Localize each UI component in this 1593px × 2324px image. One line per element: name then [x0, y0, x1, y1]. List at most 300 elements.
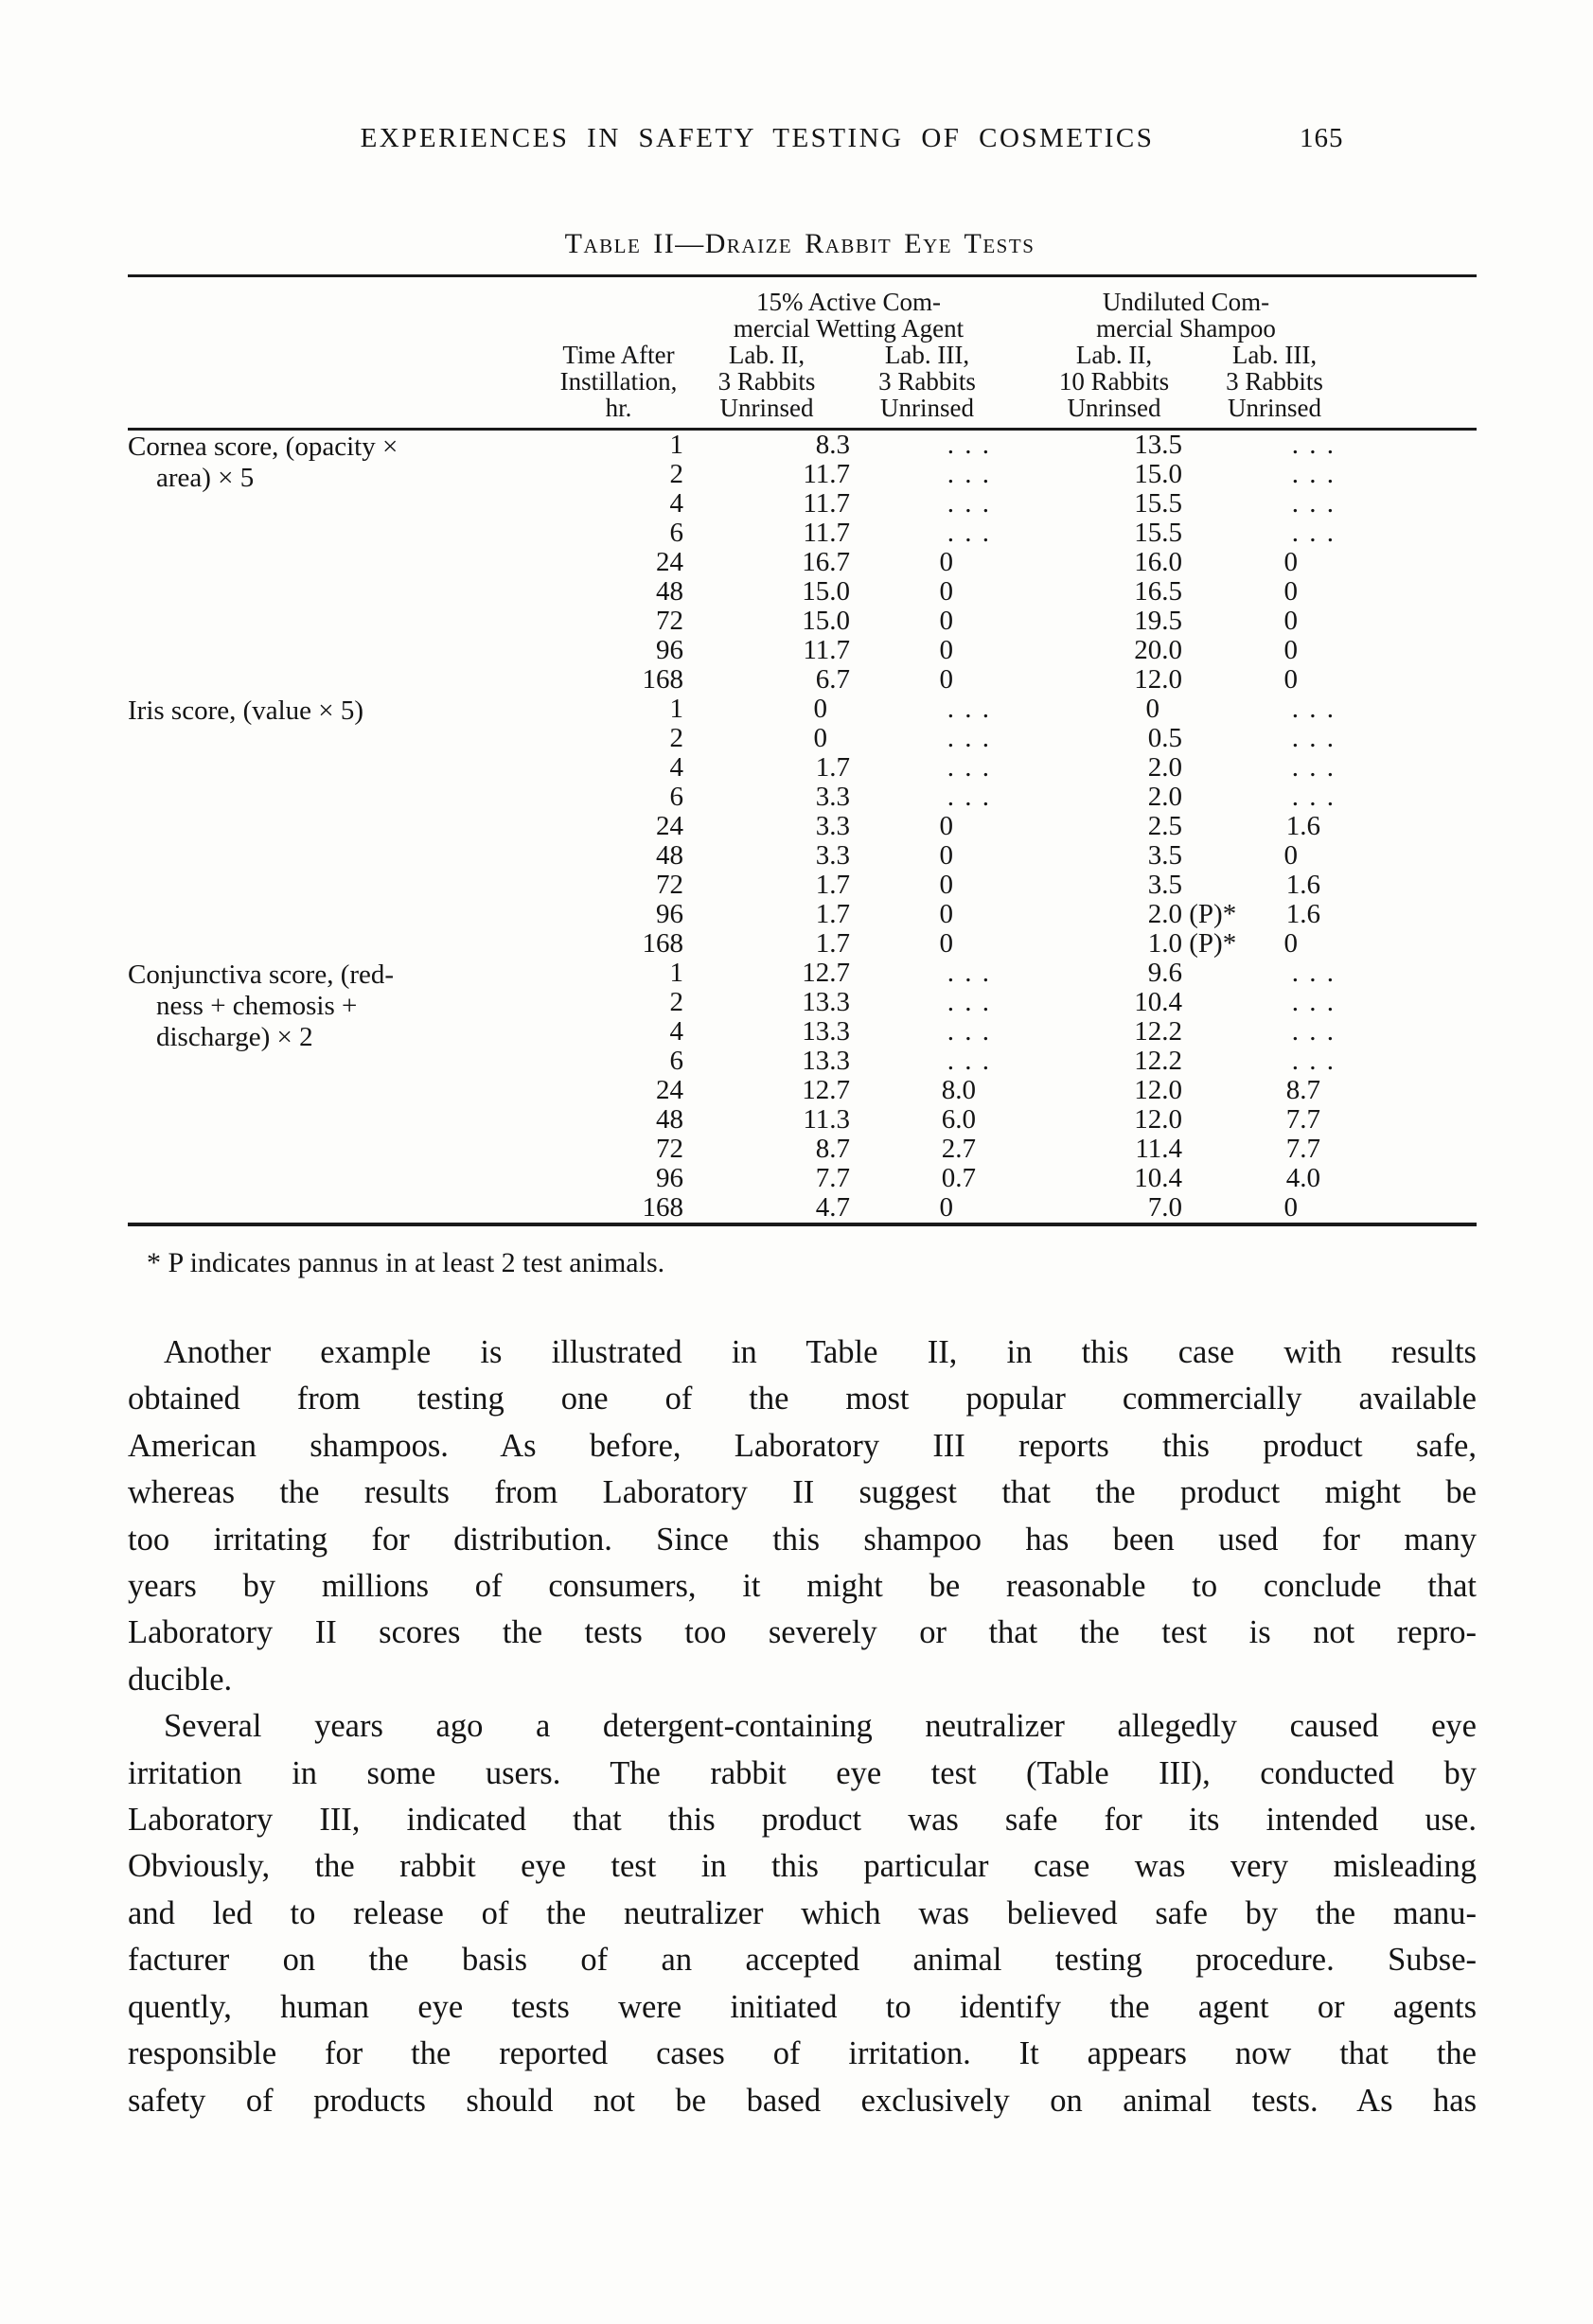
table-cell — [976, 724, 1186, 753]
column-header-line: 10 Rabbits — [1058, 367, 1170, 396]
column-header-line: mercial Wetting Agent — [733, 314, 965, 343]
cell-value: 1 — [669, 430, 683, 460]
table-cell — [850, 548, 976, 577]
cell-value: 12.0 — [1134, 664, 1183, 695]
table-title: Table II—Draize Rabbit Eye Tests — [564, 228, 1035, 259]
cell-value: 0 — [939, 840, 954, 871]
table-cell — [850, 430, 992, 461]
cell-time — [535, 1105, 683, 1135]
text-line: facturer on the basis of an accepted animal testing procedure. Subse- — [128, 1942, 1477, 1979]
table-cell — [1186, 1193, 1477, 1224]
table-cell — [683, 695, 850, 724]
table-cell — [683, 753, 850, 783]
cell-value: 12.0 — [1134, 1104, 1183, 1135]
text-line: American shampoos. As before, Laboratory III reports this product safe, — [128, 1427, 1477, 1464]
cell-value: 11.3 — [803, 1104, 850, 1135]
column-header-line: Instillation, — [559, 367, 678, 396]
cell-value: 0 — [939, 899, 954, 929]
table-cell — [683, 1105, 850, 1135]
cell-value: 9.6 — [1147, 958, 1183, 988]
cell-time — [535, 1193, 683, 1224]
cell-value: 0 — [1283, 547, 1299, 577]
table-cell — [976, 577, 1186, 607]
row-label-line: Cornea score, (opacity × — [128, 431, 398, 462]
table-cell — [850, 1076, 976, 1105]
table-cell — [850, 636, 976, 665]
table-cell — [850, 577, 976, 607]
cell-value: 0 — [939, 606, 954, 636]
ellipsis-value: . . . — [947, 752, 992, 783]
cell-value: 6.7 — [815, 664, 850, 695]
column-header-time — [535, 342, 683, 430]
cell-value: 2 — [669, 987, 683, 1017]
column-header-line: Unrinsed — [1067, 394, 1161, 422]
row-label-line: Conjunctiva score, (red- — [128, 960, 395, 990]
table-wrap — [128, 274, 1477, 1279]
table-cell — [683, 841, 850, 871]
cell-value: 0 — [1145, 694, 1160, 724]
table-cell — [850, 900, 976, 929]
table-cell — [976, 841, 1186, 871]
header-spacer — [535, 276, 683, 343]
cell-value: 24 — [656, 811, 683, 841]
cell-value: 96 — [656, 1163, 683, 1193]
cell-time — [535, 519, 683, 548]
cell-time — [535, 636, 683, 665]
row-label — [128, 695, 535, 959]
cell-value: 0 — [939, 635, 954, 665]
text-line: irritation in some users. The rabbit eye test (Table III), conducted by — [128, 1754, 1477, 1791]
column-header-line: Lab. III, — [884, 341, 970, 369]
cell-time — [535, 548, 683, 577]
ellipsis-value: . . . — [1291, 694, 1336, 724]
table-cell — [850, 871, 976, 900]
ellipsis-value: . . . — [1291, 752, 1336, 783]
header-spacer — [128, 276, 535, 343]
table-cell — [1186, 489, 1477, 519]
table-body — [128, 430, 1477, 1225]
cell-value: 11.7 — [803, 459, 850, 489]
cell-value: 15.0 — [802, 576, 850, 607]
ellipsis-value: . . . — [947, 518, 992, 548]
cell-value: 0 — [1283, 928, 1299, 959]
table-cell — [850, 987, 992, 1017]
table-cell — [850, 488, 992, 519]
table-cell — [1186, 636, 1477, 665]
table-cell — [683, 519, 850, 548]
cell-value: 10.4 — [1134, 1163, 1183, 1193]
table-cell — [1186, 783, 1477, 812]
table-cell — [850, 607, 976, 636]
table-cell — [976, 988, 1186, 1017]
cell-value: 7.7 — [815, 1163, 850, 1193]
cell-value: 1.7 — [815, 899, 850, 929]
table-cell — [850, 459, 992, 489]
column-header-line: Lab. II, — [728, 341, 805, 369]
cell-time — [535, 812, 683, 841]
table-cell — [1186, 1135, 1477, 1164]
column-header-line: mercial Shampoo — [1096, 314, 1276, 343]
cell-value: 168 — [642, 928, 683, 959]
cell-value: 48 — [656, 576, 683, 607]
cell-value: 4 — [669, 752, 683, 783]
table-cell — [1186, 460, 1477, 489]
table-cell — [683, 577, 850, 607]
cell-time — [535, 900, 683, 929]
column-header-lab — [1186, 342, 1477, 430]
cell-value: 0 — [939, 547, 954, 577]
cell-value: 3.5 — [1147, 840, 1183, 871]
cell-time — [535, 988, 683, 1017]
column-header-line: Lab. II, — [1075, 341, 1153, 369]
table-cell: 2.0 (P)* — [1147, 899, 1237, 929]
cell-value: 10.4 — [1134, 987, 1183, 1017]
cell-value: 1.7 — [815, 752, 850, 783]
cell-time — [535, 1076, 683, 1105]
column-header-line: Undiluted Com- — [1102, 288, 1270, 316]
table-cell — [850, 1046, 992, 1076]
cell-value: 3.3 — [815, 811, 850, 841]
page-number: 165 — [1300, 123, 1344, 153]
column-header-line: 3 Rabbits — [878, 367, 976, 396]
cell-value: 3.5 — [1147, 870, 1183, 900]
table-cell — [976, 519, 1186, 548]
cell-value: 72 — [656, 870, 683, 900]
table-cell — [976, 430, 1186, 461]
column-header-lab — [683, 342, 850, 430]
ellipsis-value: . . . — [947, 723, 992, 753]
cell-value: 15.5 — [1134, 518, 1183, 548]
table-cell — [850, 694, 992, 724]
table-cell — [1186, 607, 1477, 636]
ellipsis-value: . . . — [947, 694, 992, 724]
row-label — [128, 959, 535, 1224]
cell-value: 12.0 — [1134, 1075, 1183, 1105]
text-line: ducible. — [128, 1661, 233, 1698]
table-cell — [850, 518, 992, 548]
cell-value: 3.3 — [815, 840, 850, 871]
cell-value: 0 — [939, 870, 954, 900]
cell-value: 168 — [642, 1192, 683, 1223]
cell-value: 24 — [656, 547, 683, 577]
cell-time — [535, 1047, 683, 1076]
cell-time — [535, 871, 683, 900]
table-cell — [976, 753, 1186, 783]
table-cell — [850, 929, 976, 959]
table-cell — [683, 812, 850, 841]
text-line: Another example is illustrated in Table II, in this case with results — [164, 1334, 1477, 1370]
cell-time — [535, 753, 683, 783]
cell-time — [535, 929, 683, 959]
column-header-line: hr. — [605, 394, 632, 422]
cell-value: 0 — [1283, 1192, 1299, 1223]
cell-value: 0 — [939, 664, 954, 695]
table-cell — [1186, 1047, 1477, 1076]
table-cell — [1186, 695, 1477, 724]
cell-value: 0 — [1283, 576, 1299, 607]
ellipsis-value: . . . — [1291, 1046, 1336, 1076]
column-header-line: 15% Active Com- — [756, 288, 941, 316]
cell-time — [535, 695, 683, 724]
ellipsis-value: . . . — [1291, 958, 1336, 988]
ellipsis-value: . . . — [1291, 488, 1336, 519]
cell-value: 13.3 — [802, 987, 850, 1017]
table-cell — [976, 959, 1186, 988]
cell-time — [535, 577, 683, 607]
table-cell — [683, 430, 850, 461]
table-cell — [683, 959, 850, 988]
ellipsis-value: . . . — [947, 488, 992, 519]
table-cell — [976, 871, 1186, 900]
ellipsis-value: . . . — [947, 1016, 992, 1047]
cell-value: 11.7 — [803, 488, 850, 519]
table-cell — [1186, 988, 1477, 1017]
cell-value: 0 — [939, 928, 954, 959]
table-cell — [683, 1017, 850, 1047]
table-cell — [850, 1135, 976, 1164]
cell-time — [535, 489, 683, 519]
row-label-line: discharge) × 2 — [156, 1022, 313, 1052]
cell-time — [535, 1017, 683, 1047]
table-cell — [976, 489, 1186, 519]
table-cell — [683, 665, 850, 695]
cell-value: 12.7 — [802, 958, 850, 988]
table-cell — [850, 1164, 976, 1193]
table-cell — [683, 1047, 850, 1076]
table-cell — [683, 1193, 850, 1224]
cell-value: 0 — [813, 723, 827, 753]
cell-value: 48 — [656, 1104, 683, 1135]
table-cell — [1186, 665, 1477, 695]
header-spacer — [128, 342, 535, 430]
cell-value: 2.0 — [1147, 752, 1183, 783]
row-label-line: Iris score, (value × 5) — [128, 695, 364, 726]
cell-value: 8.7 — [815, 1134, 850, 1164]
table-cell — [976, 548, 1186, 577]
cell-value: 4 — [669, 1016, 683, 1047]
table-cell — [683, 988, 850, 1017]
table-cell — [850, 665, 976, 695]
text-line: years by millions of consumers, it might be reasonable to conclude that — [128, 1568, 1477, 1605]
table-cell — [850, 1193, 976, 1224]
cell-time — [535, 1164, 683, 1193]
text-line: Laboratory III, indicated that this product was safe for its intended use. — [128, 1802, 1477, 1839]
cell-value: 0 — [939, 811, 954, 841]
column-header-lab — [850, 342, 976, 430]
table-cell — [1186, 841, 1477, 871]
cell-value: 0 — [939, 1192, 954, 1223]
cell-value: 15.0 — [1134, 459, 1183, 489]
ellipsis-value: . . . — [947, 987, 992, 1017]
ellipsis-value: . . . — [1291, 723, 1336, 753]
cell-value: 72 — [656, 606, 683, 636]
cell-time — [535, 460, 683, 489]
body-text — [128, 1329, 1477, 2124]
table-cell — [850, 841, 976, 871]
column-header-lab — [976, 342, 1186, 430]
ellipsis-value: . . . — [1291, 459, 1336, 489]
cell-value: 6 — [669, 782, 683, 812]
cell-value: 8.3 — [815, 430, 850, 460]
column-header-line: Time After — [562, 341, 675, 369]
table-cell — [1186, 1105, 1477, 1135]
cell-time — [535, 724, 683, 753]
table-cell — [976, 607, 1186, 636]
cell-value: 6.0 — [941, 1104, 977, 1135]
ellipsis-value: . . . — [1291, 518, 1336, 548]
cell-value: 1.6 — [1285, 811, 1321, 841]
cell-value: 19.5 — [1134, 606, 1183, 636]
ellipsis-value: . . . — [947, 782, 992, 812]
cell-value: 1.0 — [1147, 928, 1183, 959]
table-footnote: * P indicates pannus in at least 2 test animals. — [147, 1247, 665, 1278]
table-cell — [683, 724, 850, 753]
cell-value: 12.7 — [802, 1075, 850, 1105]
cell-value: 0 — [1283, 664, 1299, 695]
cell-value: 2.7 — [941, 1134, 977, 1164]
table-cell — [976, 1105, 1186, 1135]
table-cell — [1186, 519, 1477, 548]
header-group-row — [128, 276, 1477, 343]
cell-value: 1 — [669, 958, 683, 988]
table-cell — [850, 1016, 992, 1047]
cell-value: 0 — [1283, 635, 1299, 665]
cell-value: 0 — [1283, 840, 1299, 871]
table-cell — [683, 548, 850, 577]
cell-value: 15.0 — [802, 606, 850, 636]
table-cell — [976, 636, 1186, 665]
table-header — [128, 276, 1477, 430]
table-cell — [683, 1076, 850, 1105]
ellipsis-value: . . . — [947, 430, 992, 460]
cell-value: 96 — [656, 899, 683, 929]
ellipsis-value: . . . — [1291, 987, 1336, 1017]
cell-value: 96 — [656, 635, 683, 665]
cell-value: 2.5 — [1147, 811, 1183, 841]
table-cell — [976, 1164, 1186, 1193]
cell-value: 48 — [656, 840, 683, 871]
group-header-wetting-agent — [683, 276, 976, 343]
cell-value: 11.7 — [803, 635, 850, 665]
text-line: Obviously, the rabbit eye test in this particular case was very misleading — [128, 1848, 1477, 1885]
cell-value: 1.7 — [815, 870, 850, 900]
row-label — [128, 430, 535, 695]
row-label-line: area) × 5 — [156, 463, 255, 493]
table-cell — [976, 460, 1186, 489]
cell-value: 24 — [656, 1075, 683, 1105]
column-header-line: Lab. III, — [1231, 341, 1318, 369]
ellipsis-value: . . . — [1291, 782, 1336, 812]
column-header-line: Unrinsed — [880, 394, 974, 422]
table-cell — [1186, 753, 1477, 783]
cell-value: 12.2 — [1134, 1016, 1183, 1047]
cell-value: 0 — [939, 576, 954, 607]
cell-value: 0.5 — [1147, 723, 1183, 753]
cell-value: 6 — [669, 518, 683, 548]
cell-value: 2.0 — [1147, 782, 1183, 812]
table-cell — [1186, 1076, 1477, 1105]
table-cell — [976, 695, 1186, 724]
text-line: safety of products should not be based exclusively on animal tests. As has — [128, 2082, 1477, 2119]
text-line: quently, human eye tests were initiated to identify the agent or agents — [128, 1988, 1477, 2025]
table-cell — [1186, 1164, 1477, 1193]
table-row — [128, 695, 1477, 724]
table-row — [128, 959, 1477, 988]
cell-time — [535, 783, 683, 812]
cell-value: 4.0 — [1285, 1163, 1321, 1193]
cell-value: 2.0 — [1147, 899, 1183, 929]
text-line: Laboratory II scores the tests too severely or that the test is not repro- — [128, 1614, 1477, 1651]
table-cell — [683, 1164, 850, 1193]
cell-value: 13.3 — [802, 1016, 850, 1047]
table-cell — [976, 665, 1186, 695]
table-cell — [976, 1135, 1186, 1164]
draize-rabbit-eye-table — [128, 274, 1477, 1226]
text-line: and led to release of the neutralizer which was believed safe by the manu- — [128, 1894, 1477, 1931]
cell-value: 7.7 — [1285, 1104, 1321, 1135]
table-cell — [850, 1105, 976, 1135]
table-cell — [683, 636, 850, 665]
cell-value: 16.7 — [802, 547, 850, 577]
cell-value: 3.3 — [815, 782, 850, 812]
cell-time — [535, 959, 683, 988]
table-cell — [1186, 812, 1477, 841]
cell-value: 8.0 — [941, 1075, 977, 1105]
cell-time — [535, 665, 683, 695]
table-cell — [683, 607, 850, 636]
table-cell — [850, 752, 992, 783]
row-label-line: ness + chemosis + — [156, 991, 358, 1021]
group-header-shampoo — [976, 276, 1477, 343]
table-cell: 1.0 (P)* — [1147, 928, 1237, 959]
table-cell — [976, 783, 1186, 812]
table-cell — [683, 1135, 850, 1164]
table-cell — [1186, 724, 1477, 753]
table-cell — [1186, 959, 1477, 988]
column-header-line: Unrinsed — [719, 394, 814, 422]
cell-value: 11.7 — [803, 518, 850, 548]
table-cell — [976, 1076, 1186, 1105]
cell-value: 2 — [669, 723, 683, 753]
cell-value: 7.0 — [1147, 1192, 1183, 1223]
column-header-line: 3 Rabbits — [1226, 367, 1323, 396]
cell-value: 6 — [669, 1046, 683, 1076]
table-cell — [1186, 548, 1477, 577]
cell-value: 7.7 — [1285, 1134, 1321, 1164]
ellipsis-value: . . . — [1291, 1016, 1336, 1047]
cell-value: 0.7 — [941, 1163, 977, 1193]
cell-value: 4 — [669, 488, 683, 519]
table-cell — [683, 489, 850, 519]
cell-value: 168 — [642, 664, 683, 695]
cell-value: 15.5 — [1134, 488, 1183, 519]
text-line: Several years ago a detergent-containing neutralizer allegedly caused eye — [164, 1708, 1477, 1745]
running-head: EXPERIENCES IN SAFETY TESTING OF COSMETICS — [360, 123, 1155, 153]
table-cell — [850, 782, 992, 812]
cell-value: 13.3 — [802, 1046, 850, 1076]
cell-value: 16.5 — [1134, 576, 1183, 607]
cell-value: 0 — [813, 694, 827, 724]
cell-time — [535, 607, 683, 636]
cell-value: 72 — [656, 1134, 683, 1164]
paragraph — [128, 1329, 1477, 1703]
table-cell — [1186, 430, 1477, 461]
table-cell — [976, 1017, 1186, 1047]
table-cell — [683, 929, 850, 959]
table-cell — [683, 900, 850, 929]
table-cell — [683, 783, 850, 812]
cell-time — [535, 430, 683, 461]
